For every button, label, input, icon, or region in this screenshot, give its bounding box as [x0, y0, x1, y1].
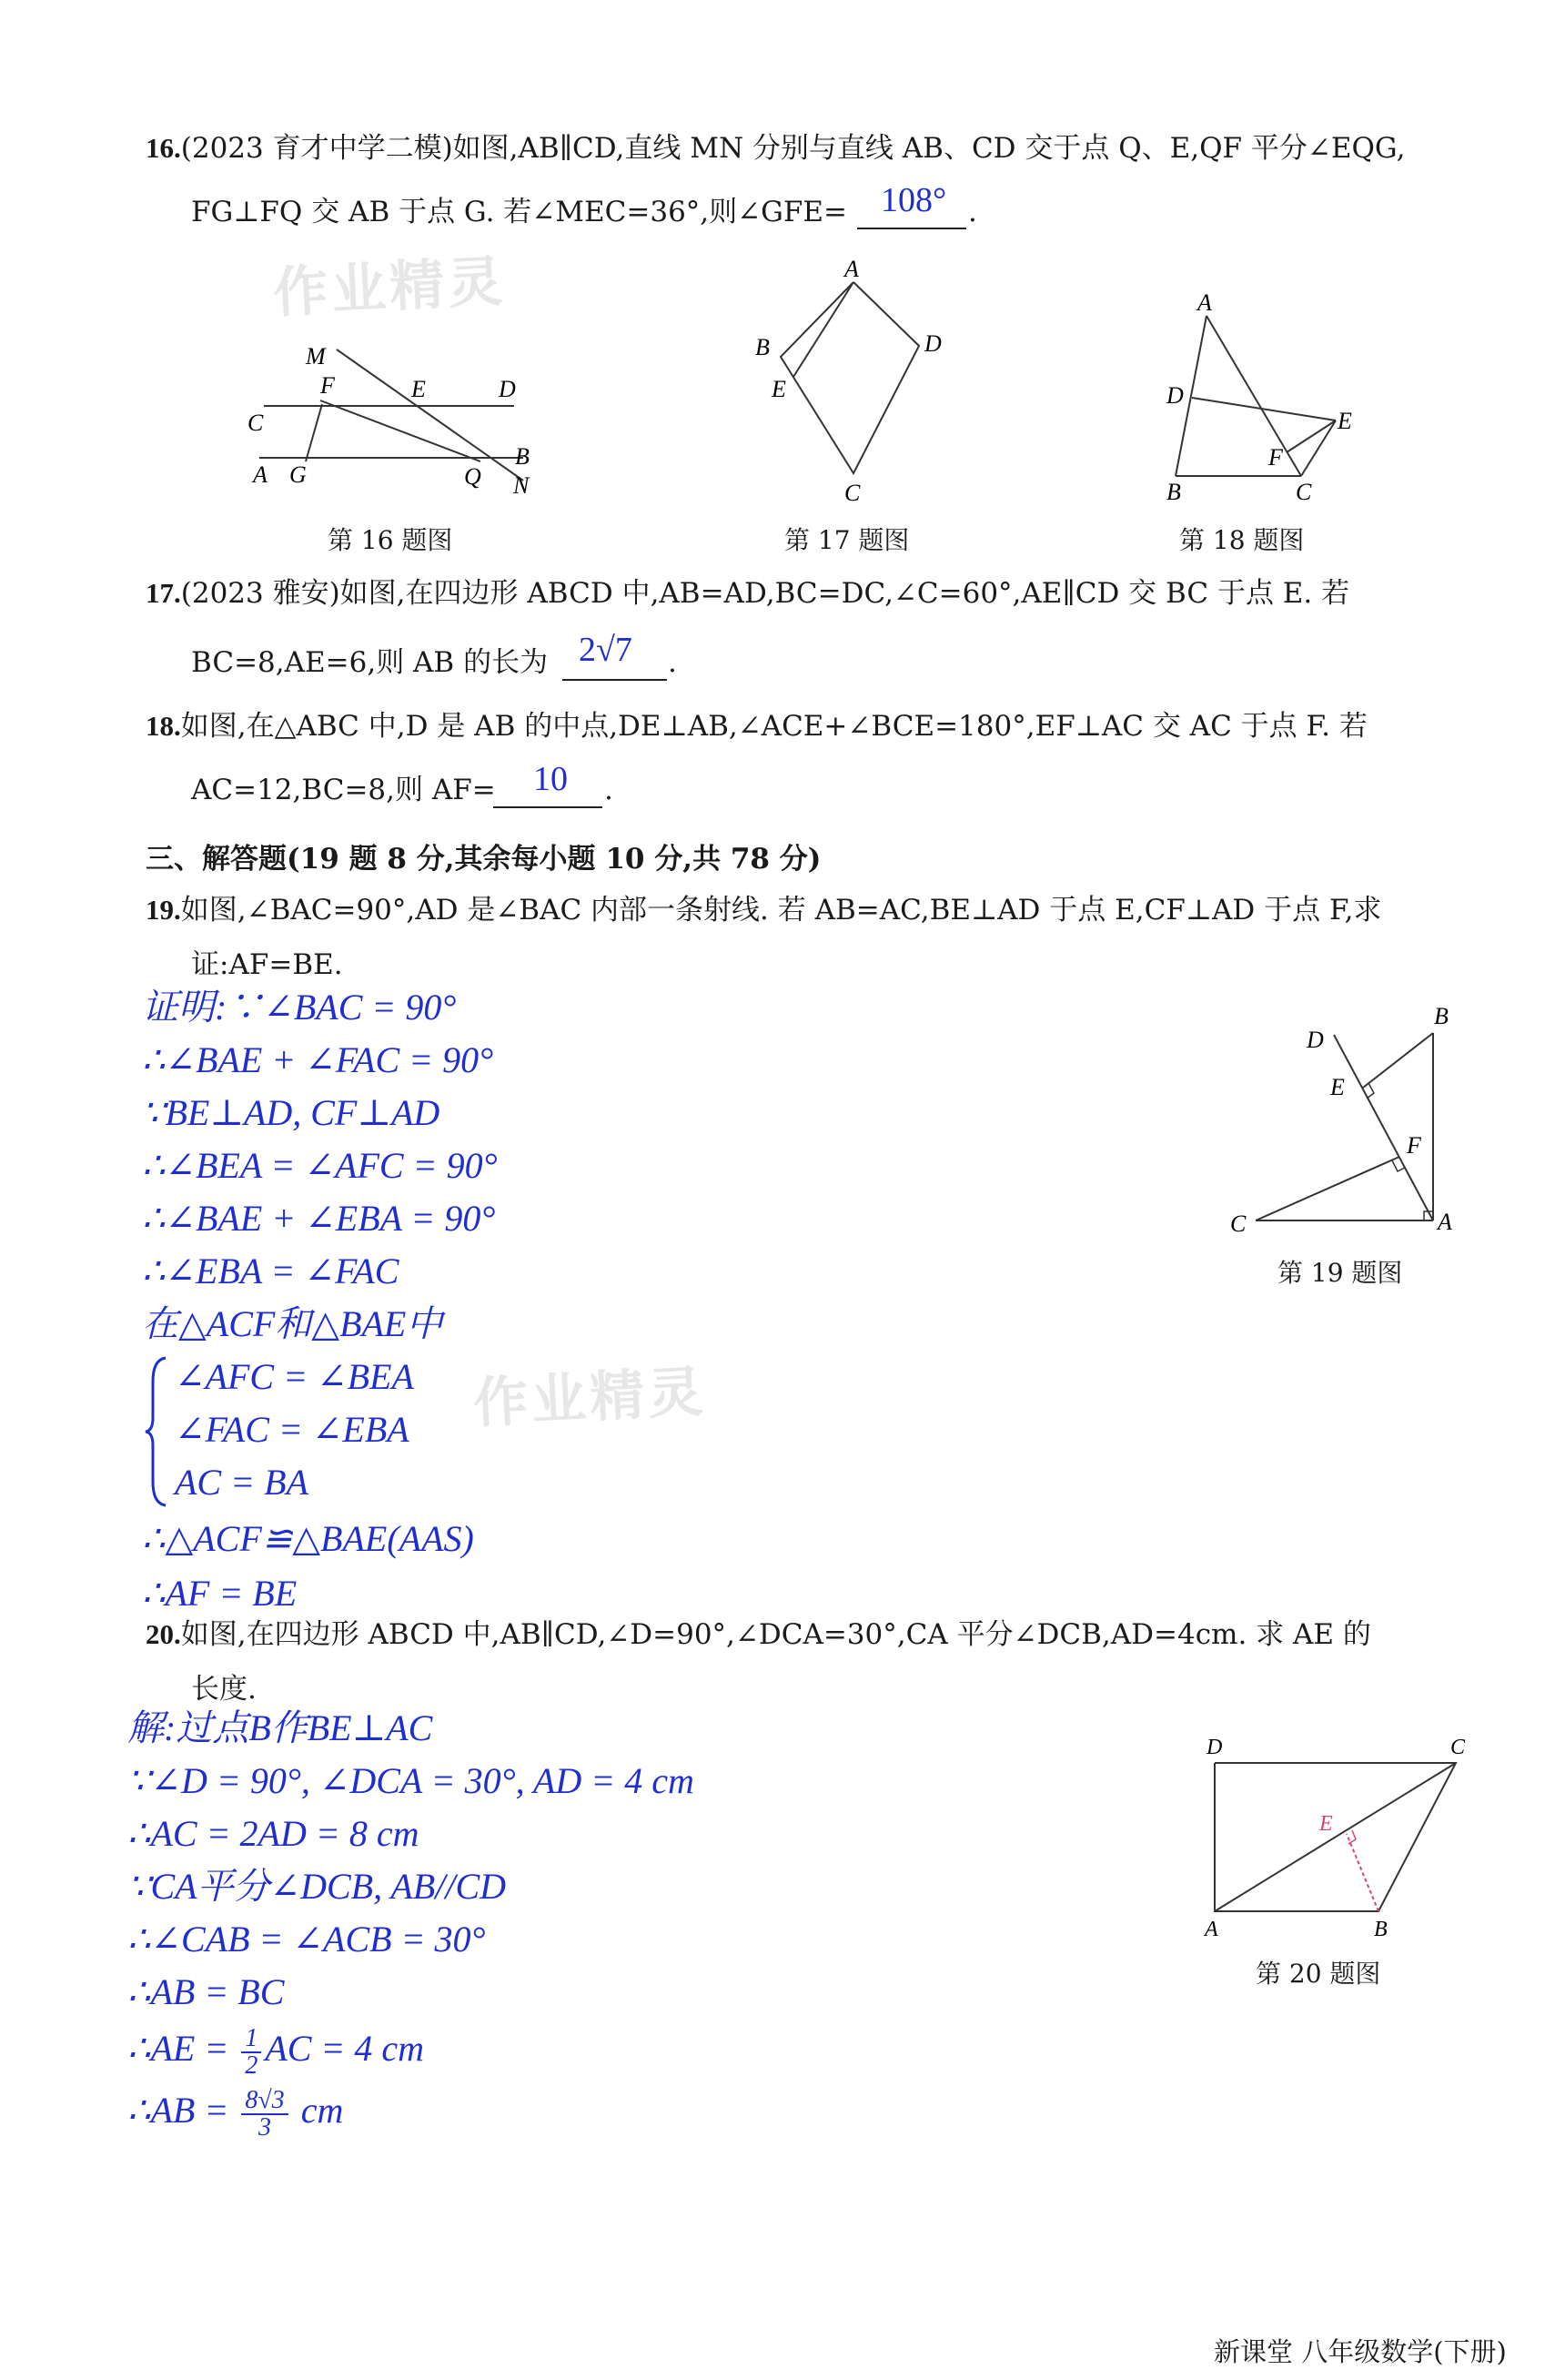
- question-number: 20.: [146, 1618, 181, 1650]
- label-B: B: [755, 334, 770, 360]
- question-17-line2: [191, 644, 548, 681]
- period: .: [968, 196, 977, 228]
- question-number: 19.: [146, 894, 181, 926]
- answer-16: 108°: [881, 181, 947, 219]
- answer-blank: [857, 228, 966, 229]
- figure-18-caption: 第 18 题图: [1179, 525, 1305, 555]
- footer: 新课堂 八年级数学(下册): [1214, 2336, 1507, 2367]
- label-E: E: [1330, 1074, 1345, 1100]
- denominator: 2: [245, 2051, 258, 2080]
- proof-line: 在△ACF和△BAE中: [142, 1303, 443, 1344]
- right-angle-mark: [1367, 1083, 1374, 1099]
- question-text: 如图,∠BAC=90°,AD 是∠BAC 内部一条射线. 若 AB=AC,BE⊥AD 于点 E,CF⊥AD 于点 F,求: [180, 894, 1382, 927]
- label-Q: Q: [464, 463, 481, 490]
- ab-suffix: cm: [291, 2090, 344, 2131]
- system-line: ∠AFC = ∠BEA: [175, 1356, 414, 1397]
- ae-suffix: AC = 4 cm: [265, 2028, 425, 2069]
- question-19: [146, 892, 1381, 928]
- question-text: FG⊥FQ 交 AB 于点 G. 若∠MEC=36°,则∠GFE=: [191, 196, 847, 228]
- question-16-line2: [191, 194, 847, 230]
- label-B: B: [1374, 1918, 1388, 1941]
- figure-18: [1156, 287, 1374, 505]
- label-C: C: [1450, 1736, 1466, 1759]
- proof-line: ∴∠EBA = ∠FAC: [142, 1251, 399, 1291]
- label-E: E: [411, 376, 426, 402]
- label-D: D: [1307, 1027, 1324, 1053]
- label-B: B: [1166, 479, 1181, 505]
- period: .: [668, 646, 677, 679]
- proof-line: ∴∠BAE + ∠FAC = 90°: [142, 1039, 494, 1080]
- ray-AD: [1334, 1035, 1433, 1220]
- figure-19-caption: 第 19 题图: [1277, 1258, 1403, 1288]
- question-text: (2023 雅安)如图,在四边形 ABCD 中,AB=AD,BC=DC,∠C=60°,AE∥CD 交 BC 于点 E. 若: [180, 577, 1350, 610]
- label-C: C: [1230, 1210, 1247, 1237]
- watermark: 作业精灵: [271, 249, 508, 326]
- proof-line: ∵BE⊥AD, CF⊥AD: [142, 1092, 440, 1133]
- label-M: M: [306, 343, 326, 370]
- question-number: 18.: [146, 710, 181, 742]
- figure-19: [1219, 997, 1483, 1242]
- label-F: F: [1407, 1132, 1421, 1159]
- question-number: 16.: [146, 132, 181, 164]
- label-A: A: [1197, 289, 1212, 316]
- proof-line: ∴△ACF≌△BAE(AAS): [142, 1518, 474, 1559]
- question-text: (2023 育才中学二模)如图,AB∥CD,直线 MN 分别与直线 AB、CD 交于点 Q、E,QF 平分∠EQG,: [180, 132, 1406, 165]
- label-A: A: [1205, 1918, 1218, 1941]
- label-B: B: [515, 443, 530, 470]
- proof-line: ∴∠BEA = ∠AFC = 90°: [142, 1145, 498, 1186]
- watermark: 作业精灵: [471, 1360, 708, 1436]
- solution-line: [127, 2084, 343, 2141]
- denominator: 3: [258, 2112, 271, 2142]
- label-C: C: [844, 480, 861, 506]
- question-text: 长度.: [191, 1673, 257, 1706]
- label-A: A: [1438, 1209, 1452, 1235]
- label-D: D: [499, 376, 516, 402]
- figure-20-backdrop: [1192, 1725, 1492, 1952]
- question-20: [146, 1616, 1371, 1653]
- label-E: E: [772, 376, 786, 402]
- line-MN: [337, 349, 523, 481]
- solution-line: [127, 2022, 424, 2079]
- segment-CE: [1301, 420, 1336, 476]
- question-18: [146, 708, 1368, 744]
- question-number: 17.: [146, 577, 181, 609]
- solution-line: 解:过点B作BE⊥AC: [127, 1707, 433, 1748]
- figure-17: [746, 255, 955, 510]
- label-C: C: [247, 410, 264, 436]
- answer-18: 10: [533, 760, 568, 798]
- label-E: E: [1319, 1812, 1333, 1836]
- label-F: F: [1268, 444, 1283, 471]
- ae-prefix: ∴AE =: [127, 2028, 238, 2069]
- proof-line: ∴AF = BE: [142, 1573, 298, 1614]
- system-line: ∠FAC = ∠EBA: [175, 1409, 409, 1450]
- numerator: 1: [241, 2026, 261, 2053]
- figure-20-caption: 第 20 题图: [1256, 1959, 1381, 1989]
- figure-16: [246, 328, 555, 510]
- solution-line: ∴AC = 2AD = 8 cm: [127, 1813, 419, 1854]
- proof-line: ∴∠BAE + ∠EBA = 90°: [142, 1198, 496, 1239]
- proof-line: 证明:∵∠BAC = 90°: [142, 987, 457, 1028]
- answer-blank: [493, 806, 602, 808]
- question-19-line2: [191, 947, 343, 983]
- label-B: B: [1434, 1003, 1449, 1029]
- ab-prefix: ∴AB =: [127, 2090, 238, 2131]
- solution-line: ∴AB = BC: [127, 1971, 285, 2012]
- segment-CF: [1256, 1157, 1399, 1220]
- fraction: [241, 2085, 288, 2142]
- segment-DE: [1192, 398, 1336, 420]
- label-F: F: [320, 372, 335, 399]
- solution-line: ∵CA平分∠DCB, AB//CD: [127, 1866, 507, 1907]
- question-18-line2: [191, 772, 496, 808]
- system-line: AC = BA: [175, 1462, 308, 1503]
- line-FQ: [320, 400, 480, 461]
- label-E: E: [1338, 408, 1352, 434]
- segment-AE: [793, 282, 853, 377]
- label-D: D: [924, 330, 942, 357]
- quadrilateral-ABCD: [781, 282, 919, 473]
- numerator: 8√3: [241, 2088, 288, 2115]
- answer-blank: [562, 679, 667, 681]
- solution-line: ∵∠D = 90°, ∠DCA = 30°, AD = 4 cm: [127, 1760, 694, 1801]
- period: .: [604, 774, 613, 806]
- line-FG: [306, 404, 322, 461]
- question-text: 如图,在四边形 ABCD 中,AB∥CD,∠D=90°,∠DCA=30°,CA 平分∠DCB,AD=4cm. 求 AE 的: [180, 1618, 1371, 1651]
- figure-16-caption: 第 16 题图: [328, 525, 453, 555]
- system-brace: [144, 1354, 171, 1509]
- label-G: G: [289, 461, 307, 488]
- question-text: BC=8,AE=6,则 AB 的长为: [191, 646, 549, 679]
- label-A: A: [844, 256, 859, 282]
- label-C: C: [1296, 479, 1312, 505]
- label-D: D: [1207, 1736, 1223, 1759]
- question-17: [146, 575, 1349, 612]
- figure-20: [1192, 1725, 1492, 1952]
- question-text: 如图,在△ABC 中,D 是 AB 的中点,DE⊥AB,∠ACE+∠BCE=180°,EF⊥AC 交 AC 于点 F. 若: [180, 710, 1368, 743]
- solution-line: ∴∠CAB = ∠ACB = 30°: [127, 1919, 486, 1960]
- figure-17-caption: 第 17 题图: [784, 525, 910, 555]
- fraction: [241, 2023, 261, 2080]
- label-D: D: [1166, 382, 1184, 409]
- question-text: AC=12,BC=8,则 AF=: [191, 774, 496, 806]
- segment-BE: [1363, 1033, 1433, 1088]
- answer-17: 2√7: [579, 631, 632, 669]
- section-header: 三、解答题(19 题 8 分,其余每小题 10 分,共 78 分): [146, 843, 822, 876]
- segment-EF: [1287, 420, 1336, 452]
- label-N: N: [513, 472, 530, 499]
- question-16: [146, 130, 1405, 167]
- label-A: A: [253, 461, 268, 488]
- question-text: 证:AF=BE.: [191, 948, 343, 981]
